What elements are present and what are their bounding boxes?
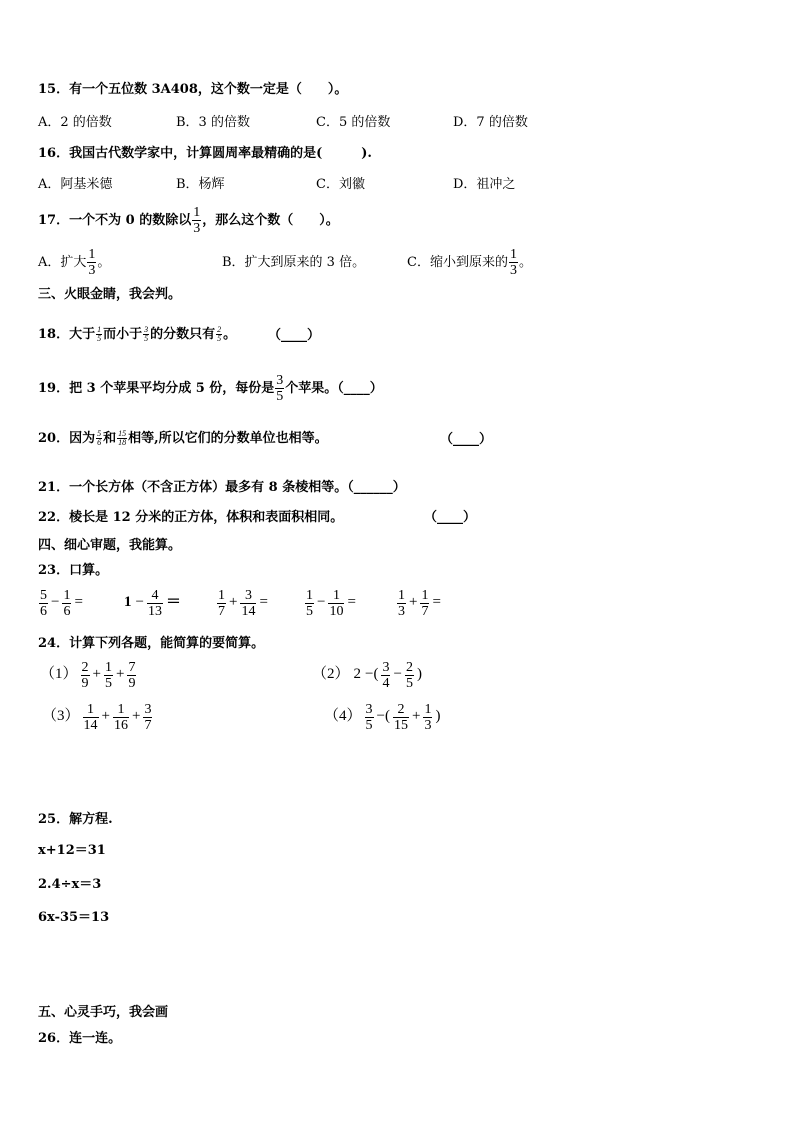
q15-option-a: A．2 的倍数 [38,115,112,130]
q22: 22．棱长是 12 分米的正方体，体积和表面积相同。 [38,510,344,525]
q24-part-2: （2） 2 −( $\frac{3}{4}$ − $\frac{2}{5}$ ) [312,660,422,691]
q18-fraction-2: $\frac{3}{5}$ [144,325,149,343]
q17-stem [38,204,339,238]
q20-answer-blank[interactable]: （____） [440,432,493,447]
q15-option-c: C．5 的倍数 [316,115,391,130]
q18: 18．大于 $\frac{1}{5}$ 而小于 $\frac{3}{5}$ 的分数只有 $\frac{2}{5}$ 。 [38,325,237,343]
q18-answer-blank[interactable]: （____） [268,328,321,343]
q16-stem: 16．我国古代数学家中，计算圆周率最精确的是( ). [38,146,372,161]
q23-item-3: $\frac{1}{7}$ + $\frac{3}{14}$ = [218,588,268,619]
q20-fraction-2: $\frac{15}{18}$ [118,429,127,447]
q18-fraction-3: $\frac{2}{5}$ [217,325,222,343]
q23-item-4: $\frac{1}{5}$ − $\frac{1}{10}$ = [306,588,356,619]
q15-option-d: D．7 的倍数 [453,115,528,130]
q23-title: 23．口算。 [38,563,109,578]
q17-option-c: C．缩小到原来的 $\frac{1}{3}$ 。 [407,247,532,278]
q25-equation-2: 2.4÷x＝3 [38,877,102,892]
q25-title: 25．解方程. [38,812,113,827]
q17-option-a-fraction: $\frac{1}{3}$ [88,247,96,278]
q17-option-b: B．扩大到原来的 3 倍。 [222,255,366,270]
section-4-heading: 四、细心审题，我能算。 [38,538,182,553]
section-5-heading: 五、心灵手巧，我会画 [38,1005,169,1020]
q17-stem-pre: 17．一个不为 0 的数除以 [38,213,192,228]
q25-equation-3: 6x-35＝13 [38,910,110,925]
q16-option-a: A．阿基米德 [38,177,113,192]
q17-stem-post: ，那么这个数（ ）。 [202,213,339,228]
q15-option-b: B．3 的倍数 [176,115,250,130]
q25-equation-1: x+12＝31 [38,843,106,858]
q17-option-a: A．扩大 $\frac{1}{3}$ 。 [38,247,111,278]
q23-item-5: $\frac{1}{3}$ + $\frac{1}{7}$ = [398,588,441,619]
q15-stem: 15．有一个五位数 3A408，这个数一定是（ ）。 [38,82,348,97]
q23-item-2: 1 − $\frac{4}{13}$ ＝ [124,588,181,619]
q16-option-b: B．杨辉 [176,177,225,192]
q16-option-c: C．刘徽 [316,177,365,192]
q18-fraction-1: $\frac{1}{5}$ [97,325,102,343]
q22-answer-blank[interactable]: （____） [424,510,477,525]
q24-part-1: （1） $\frac{2}{9}$ + $\frac{1}{5}$ + $\frac{7}{9}$ [40,660,136,691]
q19-fraction: $\frac{3}{5}$ [276,373,284,404]
q23-item-1: $\frac{5}{6}$ − $\frac{1}{6}$ = [40,588,83,619]
q16-option-d: D．祖冲之 [453,177,516,192]
q20-fraction-1: $\frac{5}{6}$ [97,429,102,447]
q24-part-4: （4） $\frac{3}{5}$ −( $\frac{2}{15}$ + $\frac{1}{3}$ ) [324,702,441,733]
q21: 21．一个长方体（不含正方体）最多有 8 条棱相等。（______） [38,480,406,495]
q17-option-c-fraction: $\frac{1}{3}$ [509,247,517,278]
q26: 26．连一连。 [38,1031,122,1046]
q19: 19．把 3 个苹果平均分成 5 份，每份是 $\frac{3}{5}$ 个苹果。（____） [38,373,383,404]
q24-title: 24．计算下列各题，能简算的要简算。 [38,636,265,651]
q17-stem-fraction: $\frac{1}{3}$ [193,205,201,236]
q20: 20．因为 $\frac{5}{6}$ 和 $\frac{15}{18}$ 相等,所以它们的分数单位也相等。 [38,429,328,447]
q24-part-3: （3） $\frac{1}{14}$ + $\frac{1}{16}$ + $\frac{3}{7}$ [42,702,152,733]
section-3-heading: 三、火眼金睛，我会判。 [38,287,182,302]
